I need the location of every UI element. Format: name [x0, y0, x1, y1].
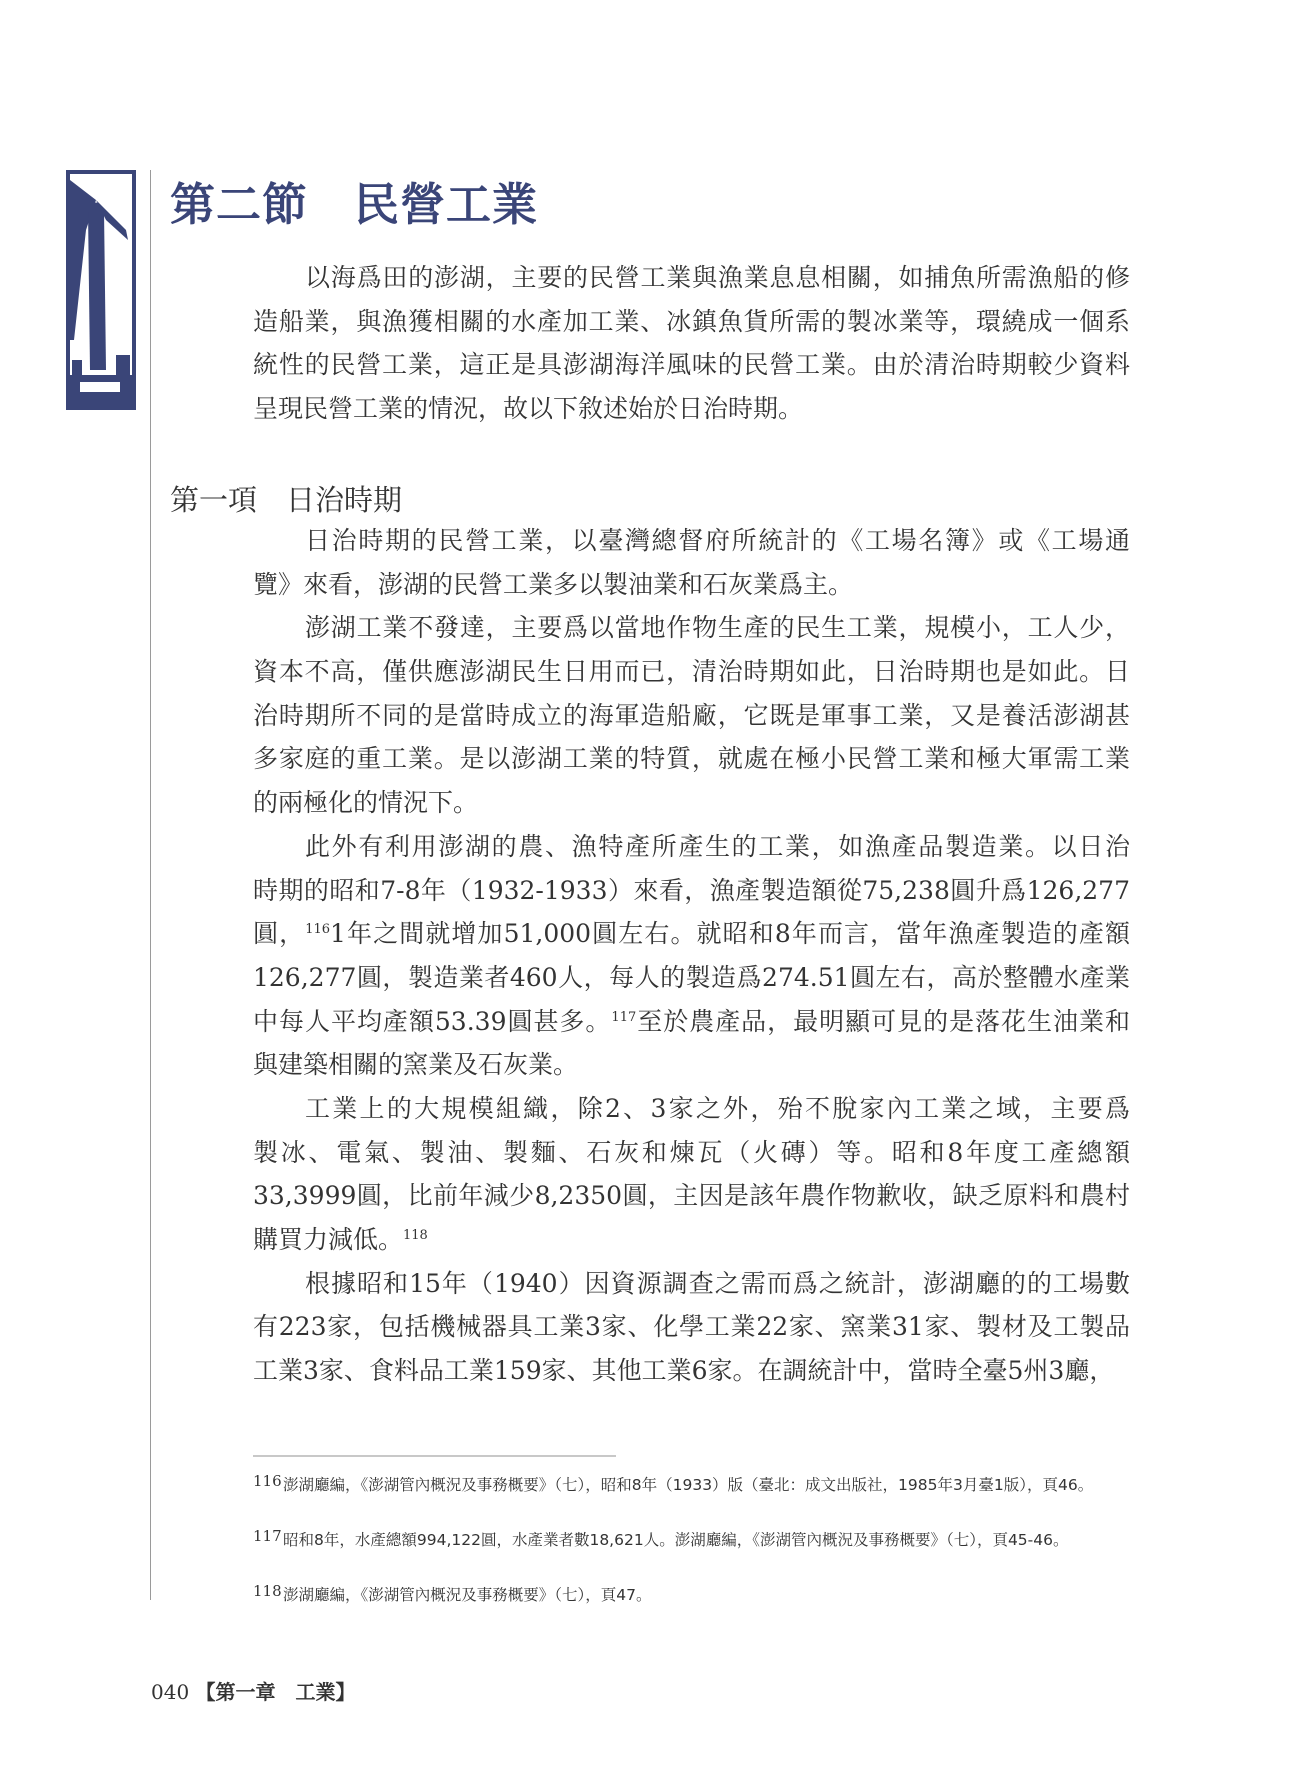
line-text: 製冰、電氣、製油、製麵、石灰和煉瓦（火磚）等。昭和8年度工產總額 [253, 1137, 1130, 1167]
line-text: 購買力減低。 [253, 1225, 404, 1254]
text-line [253, 1218, 1130, 1262]
footnote [253, 1582, 1133, 1609]
line-text: 33,3999圓，比前年減少8,2350圓，主因是該年農作物歉收，缺乏原料和農村 [253, 1181, 1130, 1211]
text-line: 造船業，與漁獲相關的水產加工業、冰鎮魚貨所需的製冰業等，環繞成一個系 [253, 306, 1130, 336]
footnote [253, 1472, 1133, 1499]
text-line [253, 650, 1130, 694]
text-line [253, 1305, 1130, 1349]
footnote-text: 昭和8年，水產總額994,122圓，水產業者數18,621人。澎湖廳編，《澎湖管內概況及事務概要》（七），頁45-46。 [283, 1531, 1069, 1549]
line-text: 工業上的大規模組織，除2、3家之外，殆不脫家內工業之域，主要爲 [305, 1093, 1130, 1123]
footnote [253, 1527, 1133, 1554]
line-text: 1年之間就增加51,000圓左右。就昭和8年而言，當年漁產製造的產額 [330, 919, 1130, 949]
line-text: 多家庭的重工業。是以澎湖工業的特質，就處在極小民營工業和極大軍需工業 [253, 744, 1130, 774]
line-text: 有223家，包括機械器具工業3家、化學工業22家、窯業31家、製材及工製品 [253, 1312, 1130, 1342]
text-line [253, 606, 1130, 650]
footnote-ref: 116 [305, 922, 331, 938]
line-text: 126,277圓，製造業者460人，每人的製造爲274.51圓左右，高於整體水產業 [253, 962, 1130, 992]
footnote-number: 118 [253, 1582, 282, 1600]
margin-rule [150, 170, 151, 1600]
line-text: 工業3家、食料品工業159家、其他工業6家。在調統計中，當時全臺5州3廳， [253, 1356, 1115, 1386]
text-line [253, 1087, 1130, 1131]
line-text: 與建築相關的窯業及石灰業。 [253, 1050, 579, 1080]
text-line [253, 825, 1130, 869]
line-text: 覽》來看，澎湖的民營工業多以製油業和石灰業爲主。 [253, 569, 854, 599]
footnote-ref: 117 [611, 1009, 637, 1025]
line-text: 日治時期的民營工業，以臺灣總督府所統計的《工場名簿》或《工場通 [305, 526, 1130, 555]
line-text: 圓， [253, 919, 306, 949]
text-line [253, 869, 1130, 913]
footnote-number: 117 [253, 1527, 282, 1545]
text-line [253, 1349, 1130, 1393]
footnote-text: 澎湖廳編，《澎湖管內概況及事務概要》（七），昭和8年（1933）版（臺北：成文出版社，1985年3月臺1版），頁46。 [283, 1476, 1094, 1494]
footnote-text: 澎湖廳編，《澎湖管內概況及事務概要》（七），頁47。 [283, 1586, 652, 1604]
text-line [253, 956, 1130, 1000]
text-line [253, 737, 1130, 781]
line-text: 澎湖工業不發達，主要爲以當地作物生產的民生工業，規模小，工人少， [305, 613, 1130, 643]
lighthouse-illustration [66, 170, 136, 410]
body-text [253, 519, 1130, 1393]
text-line [253, 563, 1130, 607]
text-line [253, 1174, 1130, 1218]
line-text: 治時期所不同的是當時成立的海軍造船廠，它既是軍事工業，又是養活澎湖甚 [253, 700, 1130, 730]
footnote-ref: 118 [403, 1228, 428, 1243]
text-line: 以海爲田的澎湖，主要的民營工業與漁業息息相關，如捕魚所需漁船的修 [305, 263, 1130, 292]
text-line [253, 1262, 1130, 1306]
footnote-divider [253, 1455, 616, 1457]
line-text: 此外有利用澎湖的農、漁特產所產生的工業，如漁產品製造業。以日治 [305, 831, 1130, 861]
text-line [253, 1131, 1130, 1175]
footnote-number: 116 [253, 1472, 282, 1490]
text-line [253, 1000, 1130, 1044]
section-title: 第二節 民營工業 [170, 178, 539, 231]
text-line [253, 912, 1130, 956]
text-line: 呈現民營工業的情況，故以下敘述始於日治時期。 [253, 394, 804, 424]
page-number: 040 [151, 1680, 190, 1704]
text-line [253, 694, 1130, 738]
line-text: 資本不高，僅供應澎湖民生日用而已，清治時期如此，日治時期也是如此。日 [253, 657, 1130, 687]
text-line: 統性的民營工業，這正是具澎湖海洋風味的民營工業。由於清治時期較少資料 [253, 350, 1130, 380]
line-text: 根據昭和15年（1940）因資源調查之需而爲之統計，澎湖廳的的工場數 [305, 1268, 1130, 1298]
line-text: 的兩極化的情況下。 [253, 788, 479, 818]
intro-paragraph [253, 256, 1130, 431]
line-text: 時期的昭和7-8年（1932-1933）來看，漁產製造額從75,238圓升爲126,277 [253, 875, 1130, 905]
line-text: 中每人平均產額53.39圓甚多。 [253, 1006, 612, 1036]
page-footer [151, 1676, 356, 1705]
chapter-label: 【第一章 工業】 [195, 1680, 356, 1704]
text-line [253, 781, 1130, 825]
line-text: 至於農產品，最明顯可見的是落花生油業和 [636, 1006, 1130, 1036]
subsection-title: 第一項 日治時期 [170, 483, 403, 517]
text-line [253, 519, 1130, 563]
text-line [253, 1043, 1130, 1087]
